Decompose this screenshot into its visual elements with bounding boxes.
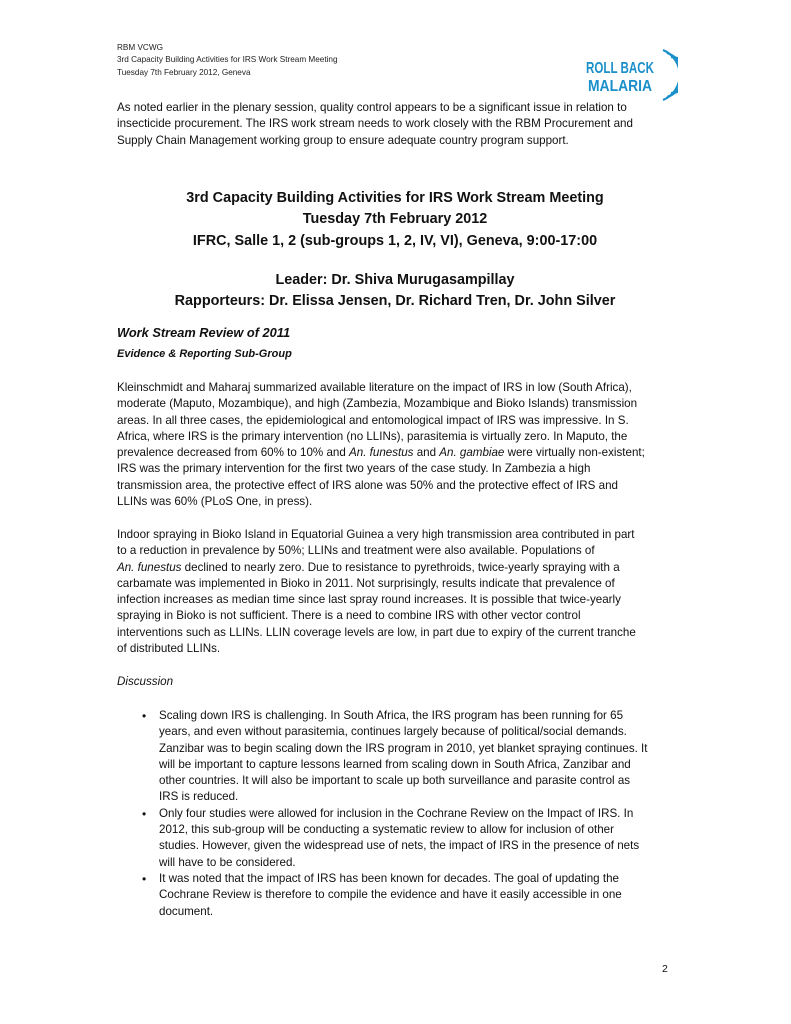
list-item	[117, 806, 677, 871]
leader-line: Leader: Dr. Shiva Murugasampillay	[275, 272, 515, 288]
species-name: An. funestus	[349, 446, 414, 460]
bullet-icon: •	[142, 871, 147, 886]
list-item-line: Only four studies were allowed for inclusion in the Cochrane Review on the Impact of IRS. In	[159, 806, 634, 820]
text-run: declined to nearly zero. Due to resistance to pyrethroids, twice-yearly spraying with a	[181, 560, 620, 574]
bullet-icon: •	[142, 709, 147, 723]
list-item-line: Scaling down IRS is challenging. In South Africa, the IRS program has been running for 65	[159, 709, 624, 722]
paragraph-line: Kleinschmidt and Maharaj summarized available literature on the impact of IRS in low (South Africa),	[117, 381, 632, 394]
list-item-line: It was noted that the impact of IRS has been known for decades. The goal of updating the	[159, 871, 619, 885]
discussion-label: Discussion	[117, 675, 174, 688]
intro-line-3: Supply Chain Management working group to ensure adequate country program support.	[117, 133, 569, 147]
list-item-line: Cochrane Review is therefore to compile the evidence and have it easily accessible in one	[159, 888, 622, 902]
paragraph-line	[117, 445, 677, 461]
page-number: 2	[662, 963, 668, 975]
list-item-line: 2012, this sub-group will be conducting a systematic review to allow for inclusion of other	[159, 823, 614, 837]
intro-line-2: insecticide procurement. The IRS work stream needs to work closely with the RBM Procurement and	[117, 117, 633, 131]
list-item	[117, 708, 677, 806]
paragraph-line: LLINs was 60% (PLoS One, in press).	[117, 495, 313, 509]
subsection-heading: Evidence & Reporting Sub-Group	[117, 348, 292, 360]
meeting-title: 3rd Capacity Building Activities for IRS Work Stream Meeting	[186, 190, 604, 206]
literature-paragraph	[117, 380, 677, 510]
paragraph-line: to a reduction in prevalence by 50%; LLINs and treatment were also available. Populations of	[117, 544, 595, 558]
list-item-line: other countries. It will also be important to scale up both surveillance and parasite control as	[159, 774, 631, 788]
text-run: were virtually non-existent;	[504, 446, 645, 460]
species-name: An. funestus	[117, 560, 182, 574]
header-line-3: Tuesday 7th February 2012, Geneva	[117, 67, 251, 77]
paragraph-line: infection increases as median time since last spray round increases. It is possible that twice-yearly	[117, 593, 621, 607]
paragraph-line: IRS was the primary intervention for the first two years of the case study. In Zambezia a high	[117, 462, 591, 476]
paragraph-line: transmission area, the protective effect of IRS alone was 50% and the protective effect of IRS and	[117, 478, 618, 492]
page-header	[117, 42, 338, 79]
paragraph-line	[117, 560, 677, 576]
paragraph-line: spraying in Bioko is not sufficient. There is a need to combine IRS with other vector control	[117, 609, 581, 623]
text-run: prevalence decreased from 60% to 10% and	[117, 446, 350, 460]
section-heading: Work Stream Review of 2011	[117, 325, 291, 340]
list-item-line: years, and even without parasitemia, continues largely because of political/social demands.	[159, 725, 627, 739]
paragraph-line: interventions such as LLINs. LLIN coverage levels are low, in part due to expiry of the current tranche	[117, 625, 636, 639]
list-item-line: will be important to capture lessons learned from scaling down in South Africa, Zanzibar and	[159, 757, 631, 771]
discussion-list	[117, 708, 677, 920]
list-item-line: will have to be considered.	[159, 855, 296, 869]
meeting-title-block	[100, 188, 690, 252]
paragraph-line: carbamate was implemented in Bioko in 2011. Not surprisingly, results indicate that prevalence of	[117, 576, 615, 590]
leaders-block	[100, 270, 690, 313]
logo-text-line-2: MALARIA	[588, 78, 652, 95]
roll-back-malaria-logo	[586, 46, 678, 104]
paragraph-line: of distributed LLINs.	[117, 642, 221, 656]
header-line-1: RBM VCWG	[117, 43, 163, 52]
rapporteurs-line: Rapporteurs: Dr. Elissa Jensen, Dr. Richard Tren, Dr. John Silver	[174, 293, 616, 310]
paragraph-line: areas. In all three cases, the epidemiological and entomological impact of IRS was impressive. In S.	[117, 413, 629, 427]
logo-arc-2	[667, 53, 678, 97]
bullet-icon: •	[142, 806, 147, 821]
list-item-line: Zanzibar was to begin scaling down the IRS program in 2010, yet blanket spraying continues. It	[159, 741, 648, 755]
list-item	[117, 871, 677, 920]
paragraph-line: moderate (Maputo, Mozambique), and high (Zambezia, Mozambique and Bioko Islands) transmission	[117, 397, 638, 411]
list-item-line: studies. However, given the widespread use of nets, the impact of IRS in the presence of nets	[159, 839, 640, 853]
text-run: and	[413, 446, 440, 460]
logo-text-line-1: ROLL BACK	[586, 60, 655, 77]
species-name: An. gambiae	[439, 446, 505, 460]
list-item-line: IRS is reduced.	[159, 790, 239, 804]
intro-line-1: As noted earlier in the plenary session, quality control appears to be a significant issue in relation to	[117, 101, 627, 114]
paragraph-line: Indoor spraying in Bioko Island in Equatorial Guinea a very high transmission area contributed in part	[117, 528, 635, 541]
paragraph-line: Africa, where IRS is the primary intervention (no LLINs), parasitemia is virtually zero. In Maputo, the	[117, 429, 628, 443]
header-line-2: 3rd Capacity Building Activities for IRS Work Stream Meeting	[117, 55, 338, 65]
meeting-location: IFRC, Salle 1, 2 (sub-groups 1, 2, IV, VI), Geneva, 9:00-17:00	[192, 232, 598, 249]
intro-paragraph	[117, 100, 677, 149]
meeting-date: Tuesday 7th February 2012	[302, 211, 488, 228]
bioko-paragraph	[117, 527, 677, 657]
list-item-line: document.	[159, 904, 214, 918]
